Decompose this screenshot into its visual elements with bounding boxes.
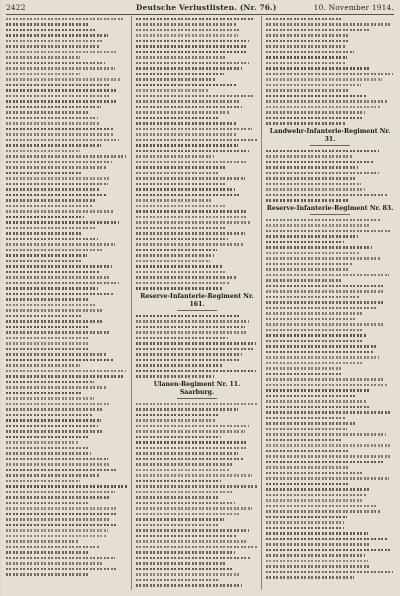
page-number: 2422 (6, 3, 26, 12)
list-entry-line (6, 522, 128, 528)
column-divider (261, 16, 262, 590)
list-entry-line (266, 192, 394, 198)
column-middle-mid (136, 313, 258, 379)
list-entry-line (136, 286, 258, 292)
list-entry-line (266, 272, 394, 278)
list-entry-line (136, 60, 258, 66)
column-right-upper (266, 148, 394, 203)
list-entry-line (6, 566, 128, 572)
section-heading: Reserve-Infanterie-Regiment Nr. 83. (266, 205, 394, 212)
list-entry-line (136, 346, 258, 352)
list-entry-line (136, 544, 258, 550)
list-entry-line (136, 104, 258, 110)
column-divider (131, 16, 132, 590)
list-entry-line (6, 511, 128, 517)
column-right (266, 16, 394, 590)
page-header (6, 3, 394, 13)
issue-date: 10. November 1914. (313, 3, 394, 12)
column-middle-bottom (136, 401, 258, 590)
list-entry-line (136, 214, 258, 220)
publication-name: Deutsche Verlustlisten. (136, 3, 238, 12)
list-entry-line (6, 489, 128, 495)
list-entry-line (266, 217, 394, 223)
list-entry-line (266, 305, 394, 311)
list-entry-line (136, 49, 258, 55)
list-entry-line (6, 16, 128, 22)
section-rule (310, 145, 350, 146)
list-entry-line (136, 27, 258, 33)
header-rule (6, 14, 394, 15)
section-rule (310, 214, 350, 215)
list-entry-line (6, 572, 128, 578)
list-entry-line (136, 555, 258, 561)
list-entry-line (136, 374, 258, 380)
list-entry-line (136, 16, 258, 22)
list-entry-line (136, 324, 258, 330)
section-heading: Reserve-Infanterie-Regiment Nr. 161. (140, 293, 254, 308)
list-entry-line (136, 445, 258, 451)
list-entry-line (136, 423, 258, 429)
issue-number: (Nr. 76.) (239, 3, 277, 12)
list-entry-line (266, 104, 394, 110)
column-middle-top (136, 16, 258, 291)
section-heading: Landwehr-Infanterie-Regiment Nr. 31. (269, 128, 391, 143)
column-right-lower (266, 217, 394, 580)
list-entry-line (136, 511, 258, 517)
list-entry-line (136, 159, 258, 165)
section-rule (177, 398, 217, 399)
section-heading: Ulanen-Regiment Nr. 11. Saarburg. (153, 381, 241, 396)
column-middle (136, 16, 258, 590)
section-rule (177, 310, 217, 311)
list-entry-line (6, 49, 128, 55)
list-entry-line (6, 280, 128, 286)
column-left (6, 16, 128, 590)
list-entry-line (6, 126, 128, 132)
list-entry-line (266, 71, 394, 77)
list-entry-line (266, 228, 394, 234)
column-right-top (266, 16, 394, 126)
list-entry-line (266, 198, 394, 204)
list-entry-line (266, 382, 394, 388)
list-entry-line (266, 121, 394, 127)
list-entry-line (6, 357, 128, 363)
list-entry-line (266, 569, 394, 575)
list-entry-line (266, 503, 394, 509)
list-entry-line (136, 588, 258, 590)
list-entry-line (136, 38, 258, 44)
list-entry-line (136, 401, 258, 407)
list-entry-line (266, 536, 394, 542)
list-entry-line (266, 459, 394, 465)
publication-title (136, 3, 277, 13)
list-entry-line (266, 170, 394, 176)
list-entry-line (136, 357, 258, 363)
list-entry-line (6, 137, 128, 143)
list-entry-line (136, 137, 258, 143)
list-entry-line (6, 467, 128, 473)
list-entry-line (6, 159, 128, 165)
list-entry-line (266, 283, 394, 289)
list-entry-line (6, 93, 128, 99)
list-entry-line (136, 148, 258, 154)
list-entry-line (266, 575, 394, 581)
list-entry-line (266, 148, 394, 154)
list-entry-line (266, 547, 394, 553)
list-entry-line (6, 291, 128, 297)
list-entry-line (136, 126, 258, 132)
list-entry-line (6, 555, 128, 561)
list-entry-line (136, 456, 258, 462)
list-entry-line (6, 368, 128, 374)
list-entry-line (136, 368, 258, 374)
list-entry-line (136, 93, 258, 99)
